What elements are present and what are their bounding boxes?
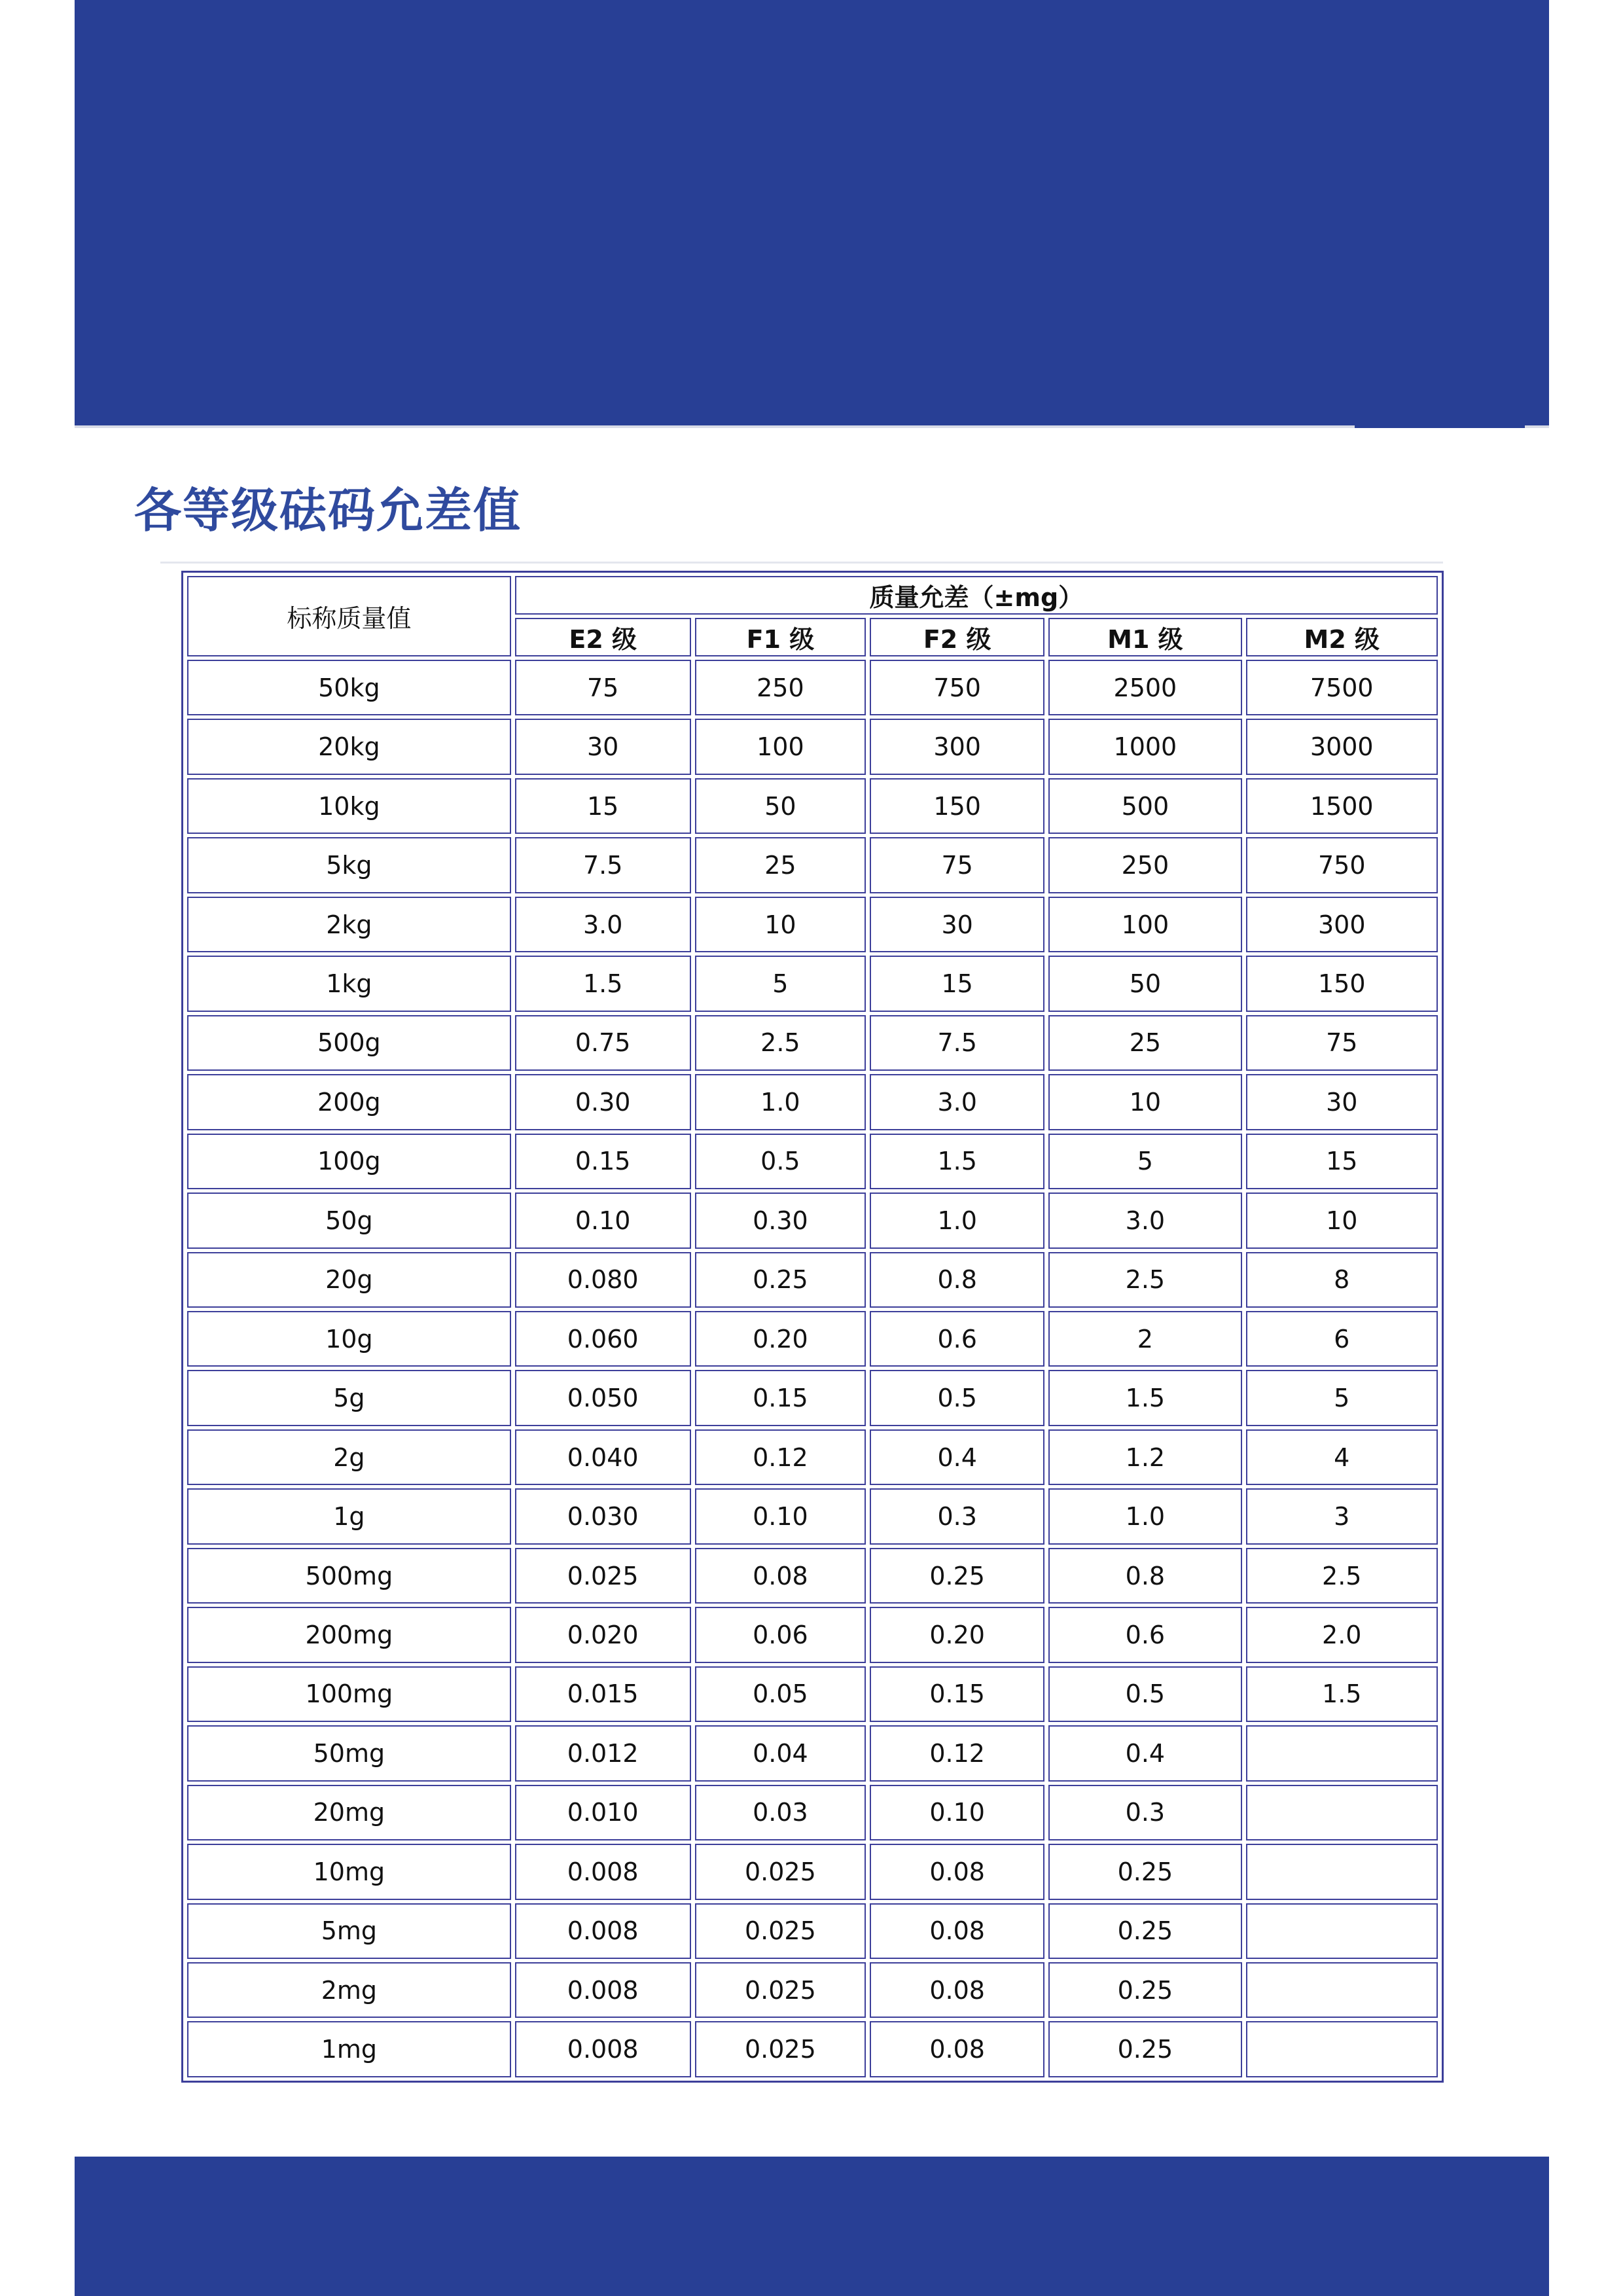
table-row [187, 1725, 1438, 1781]
nominal-mass-cell: 5kg [187, 837, 511, 893]
e2-tolerance-cell: 15 [515, 778, 691, 834]
m2-tolerance-cell [1246, 2021, 1438, 2077]
nominal-mass-cell: 200mg [187, 1607, 511, 1662]
table-row [187, 1607, 1438, 1662]
table-row [187, 897, 1438, 952]
f1-tolerance-cell: 0.025 [695, 1903, 866, 1959]
m2-tolerance-cell: 1.5 [1246, 1666, 1438, 1722]
nominal-mass-cell: 10mg [187, 1844, 511, 1899]
f2-tolerance-cell: 750 [870, 660, 1044, 715]
e2-tolerance-cell: 0.75 [515, 1015, 691, 1071]
m2-tolerance-cell: 8 [1246, 1252, 1438, 1308]
m1-tolerance-cell: 0.6 [1048, 1607, 1241, 1662]
grade-header-e2: E2 级 [515, 618, 691, 656]
table-row [187, 1488, 1438, 1544]
f1-tolerance-cell: 2.5 [695, 1015, 866, 1071]
m1-tolerance-cell: 100 [1048, 897, 1241, 952]
m2-tolerance-cell [1246, 1903, 1438, 1959]
m2-tolerance-cell: 150 [1246, 956, 1438, 1011]
nominal-mass-cell: 1kg [187, 956, 511, 1011]
f2-tolerance-cell: 0.20 [870, 1607, 1044, 1662]
title-divider [160, 562, 1443, 564]
grade-header-f1: F1 级 [695, 618, 866, 656]
nominal-mass-cell: 100g [187, 1134, 511, 1189]
m2-tolerance-cell: 75 [1246, 1015, 1438, 1071]
nominal-mass-cell: 20g [187, 1252, 511, 1308]
table-row [187, 1666, 1438, 1722]
e2-tolerance-cell: 7.5 [515, 837, 691, 893]
m1-tolerance-cell: 10 [1048, 1074, 1241, 1130]
table-row [187, 837, 1438, 893]
e2-tolerance-cell: 0.010 [515, 1785, 691, 1840]
m1-tolerance-cell: 5 [1048, 1134, 1241, 1189]
e2-tolerance-cell: 0.040 [515, 1429, 691, 1485]
footer-band [75, 2157, 1549, 2296]
nominal-mass-cell: 10g [187, 1311, 511, 1367]
tolerance-table-body [187, 660, 1438, 2077]
nominal-mass-cell: 500mg [187, 1548, 511, 1604]
f1-tolerance-cell: 25 [695, 837, 866, 893]
table-row [187, 2021, 1438, 2077]
f1-tolerance-cell: 0.30 [695, 1193, 866, 1248]
table-row [187, 1074, 1438, 1130]
f1-tolerance-cell: 5 [695, 956, 866, 1011]
grade-header-m2: M2 级 [1246, 618, 1438, 656]
f1-tolerance-cell: 0.05 [695, 1666, 866, 1722]
nominal-mass-cell: 5g [187, 1370, 511, 1426]
header-band-accent [1355, 425, 1525, 428]
e2-tolerance-cell: 75 [515, 660, 691, 715]
m1-tolerance-cell: 25 [1048, 1015, 1241, 1071]
m2-tolerance-cell: 5 [1246, 1370, 1438, 1426]
e2-tolerance-cell: 3.0 [515, 897, 691, 952]
f2-tolerance-cell: 0.4 [870, 1429, 1044, 1485]
f1-tolerance-cell: 0.025 [695, 2021, 866, 2077]
f2-tolerance-cell: 0.08 [870, 2021, 1044, 2077]
table-row [187, 1311, 1438, 1367]
f1-tolerance-cell: 50 [695, 778, 866, 834]
f2-tolerance-cell: 0.3 [870, 1488, 1044, 1544]
e2-tolerance-cell: 0.30 [515, 1074, 691, 1130]
m1-tolerance-cell: 1000 [1048, 719, 1241, 774]
m1-tolerance-cell: 0.3 [1048, 1785, 1241, 1840]
e2-tolerance-cell: 0.008 [515, 1962, 691, 2018]
f1-tolerance-cell: 0.08 [695, 1548, 866, 1604]
f1-tolerance-cell: 0.5 [695, 1134, 866, 1189]
f2-tolerance-cell: 7.5 [870, 1015, 1044, 1071]
e2-tolerance-cell: 0.030 [515, 1488, 691, 1544]
grade-header-m1: M1 级 [1048, 618, 1241, 656]
table-row [187, 1015, 1438, 1071]
f2-tolerance-cell: 3.0 [870, 1074, 1044, 1130]
f1-tolerance-cell: 0.04 [695, 1725, 866, 1781]
m2-tolerance-cell [1246, 1962, 1438, 2018]
table-row [187, 1962, 1438, 2018]
m1-tolerance-cell: 2 [1048, 1311, 1241, 1367]
f1-tolerance-cell: 0.025 [695, 1962, 866, 2018]
m1-tolerance-cell: 1.0 [1048, 1488, 1241, 1544]
f2-tolerance-cell: 0.5 [870, 1370, 1044, 1426]
f1-tolerance-cell: 0.25 [695, 1252, 866, 1308]
table-row [187, 1785, 1438, 1840]
f2-tolerance-cell: 300 [870, 719, 1044, 774]
m2-tolerance-cell: 2.0 [1246, 1607, 1438, 1662]
f2-tolerance-cell: 30 [870, 897, 1044, 952]
table-row [187, 719, 1438, 774]
m1-tolerance-cell: 0.25 [1048, 1962, 1241, 2018]
nominal-mass-cell: 2g [187, 1429, 511, 1485]
nominal-mass-cell: 50g [187, 1193, 511, 1248]
e2-tolerance-cell: 0.050 [515, 1370, 691, 1426]
m1-tolerance-cell: 2.5 [1048, 1252, 1241, 1308]
f2-tolerance-cell: 0.8 [870, 1252, 1044, 1308]
m1-tolerance-cell: 1.2 [1048, 1429, 1241, 1485]
f1-tolerance-cell: 0.10 [695, 1488, 866, 1544]
f2-tolerance-cell: 0.6 [870, 1311, 1044, 1367]
header-band-shadow [75, 425, 1549, 428]
m1-tolerance-cell: 50 [1048, 956, 1241, 1011]
f1-tolerance-cell: 0.12 [695, 1429, 866, 1485]
f2-tolerance-cell: 1.0 [870, 1193, 1044, 1248]
m1-tolerance-cell: 250 [1048, 837, 1241, 893]
e2-tolerance-cell: 0.015 [515, 1666, 691, 1722]
m2-tolerance-cell: 1500 [1246, 778, 1438, 834]
m2-tolerance-cell [1246, 1725, 1438, 1781]
f2-tolerance-cell: 0.15 [870, 1666, 1044, 1722]
table-row [187, 660, 1438, 715]
m2-tolerance-cell: 750 [1246, 837, 1438, 893]
e2-tolerance-cell: 30 [515, 719, 691, 774]
m1-tolerance-cell: 2500 [1048, 660, 1241, 715]
m1-tolerance-cell: 3.0 [1048, 1193, 1241, 1248]
f1-tolerance-cell: 1.0 [695, 1074, 866, 1130]
nominal-mass-cell: 10kg [187, 778, 511, 834]
f1-tolerance-cell: 0.03 [695, 1785, 866, 1840]
m1-tolerance-cell: 500 [1048, 778, 1241, 834]
m2-tolerance-cell: 300 [1246, 897, 1438, 952]
f2-tolerance-cell: 0.08 [870, 1903, 1044, 1959]
m2-tolerance-cell: 4 [1246, 1429, 1438, 1485]
f1-tolerance-cell: 250 [695, 660, 866, 715]
m1-tolerance-cell: 0.5 [1048, 1666, 1241, 1722]
f1-tolerance-cell: 100 [695, 719, 866, 774]
m1-tolerance-cell: 1.5 [1048, 1370, 1241, 1426]
f2-tolerance-cell: 1.5 [870, 1134, 1044, 1189]
e2-tolerance-cell: 0.080 [515, 1252, 691, 1308]
table-row [187, 1429, 1438, 1485]
m1-tolerance-cell: 0.25 [1048, 1844, 1241, 1899]
nominal-mass-cell: 2kg [187, 897, 511, 952]
f2-tolerance-cell: 0.08 [870, 1844, 1044, 1899]
f1-tolerance-cell: 0.06 [695, 1607, 866, 1662]
table-row [187, 778, 1438, 834]
nominal-mass-cell: 500g [187, 1015, 511, 1071]
table-row [187, 1193, 1438, 1248]
f2-tolerance-cell: 150 [870, 778, 1044, 834]
f2-tolerance-cell: 15 [870, 956, 1044, 1011]
nominal-mass-cell: 20mg [187, 1785, 511, 1840]
tolerance-table [183, 573, 1442, 2081]
m2-tolerance-cell: 3 [1246, 1488, 1438, 1544]
m2-tolerance-cell [1246, 1844, 1438, 1899]
f2-tolerance-cell: 0.10 [870, 1785, 1044, 1840]
m2-tolerance-cell: 10 [1246, 1193, 1438, 1248]
page-title: 各等级砝码允差值 [134, 483, 522, 538]
header-row-group [187, 576, 1438, 615]
table-row [187, 1134, 1438, 1189]
table-row [187, 1252, 1438, 1308]
e2-tolerance-cell: 1.5 [515, 956, 691, 1011]
f1-tolerance-cell: 0.025 [695, 1844, 866, 1899]
f1-tolerance-cell: 0.15 [695, 1370, 866, 1426]
table-row [187, 1548, 1438, 1604]
nominal-mass-cell: 100mg [187, 1666, 511, 1722]
e2-tolerance-cell: 0.008 [515, 2021, 691, 2077]
m1-tolerance-cell: 0.25 [1048, 1903, 1241, 1959]
nominal-mass-cell: 5mg [187, 1903, 511, 1959]
header-band [75, 0, 1549, 425]
nominal-mass-cell: 200g [187, 1074, 511, 1130]
f2-tolerance-cell: 0.08 [870, 1962, 1044, 2018]
nominal-mass-cell: 1mg [187, 2021, 511, 2077]
tolerance-group-header: 质量允差（±mg） [515, 576, 1438, 615]
m2-tolerance-cell [1246, 1785, 1438, 1840]
e2-tolerance-cell: 0.008 [515, 1844, 691, 1899]
e2-tolerance-cell: 0.008 [515, 1903, 691, 1959]
e2-tolerance-cell: 0.025 [515, 1548, 691, 1604]
m2-tolerance-cell: 3000 [1246, 719, 1438, 774]
table-row [187, 1844, 1438, 1899]
table-row [187, 956, 1438, 1011]
m1-tolerance-cell: 0.25 [1048, 2021, 1241, 2077]
f1-tolerance-cell: 10 [695, 897, 866, 952]
nominal-mass-cell: 50kg [187, 660, 511, 715]
m1-tolerance-cell: 0.8 [1048, 1548, 1241, 1604]
f1-tolerance-cell: 0.20 [695, 1311, 866, 1367]
nominal-mass-cell: 1g [187, 1488, 511, 1544]
m2-tolerance-cell: 7500 [1246, 660, 1438, 715]
grade-header-f2: F2 级 [870, 618, 1044, 656]
table-row [187, 1370, 1438, 1426]
nominal-mass-cell: 2mg [187, 1962, 511, 2018]
e2-tolerance-cell: 0.15 [515, 1134, 691, 1189]
e2-tolerance-cell: 0.060 [515, 1311, 691, 1367]
f2-tolerance-cell: 0.25 [870, 1548, 1044, 1604]
e2-tolerance-cell: 0.012 [515, 1725, 691, 1781]
m2-tolerance-cell: 6 [1246, 1311, 1438, 1367]
m2-tolerance-cell: 30 [1246, 1074, 1438, 1130]
e2-tolerance-cell: 0.020 [515, 1607, 691, 1662]
e2-tolerance-cell: 0.10 [515, 1193, 691, 1248]
f2-tolerance-cell: 0.12 [870, 1725, 1044, 1781]
table-row [187, 1903, 1438, 1959]
tolerance-table-frame [181, 571, 1444, 2083]
m2-tolerance-cell: 15 [1246, 1134, 1438, 1189]
m1-tolerance-cell: 0.4 [1048, 1725, 1241, 1781]
nominal-mass-cell: 50mg [187, 1725, 511, 1781]
nominal-mass-cell: 20kg [187, 719, 511, 774]
f2-tolerance-cell: 75 [870, 837, 1044, 893]
m2-tolerance-cell: 2.5 [1246, 1548, 1438, 1604]
nominal-mass-header: 标称质量值 [187, 576, 511, 656]
